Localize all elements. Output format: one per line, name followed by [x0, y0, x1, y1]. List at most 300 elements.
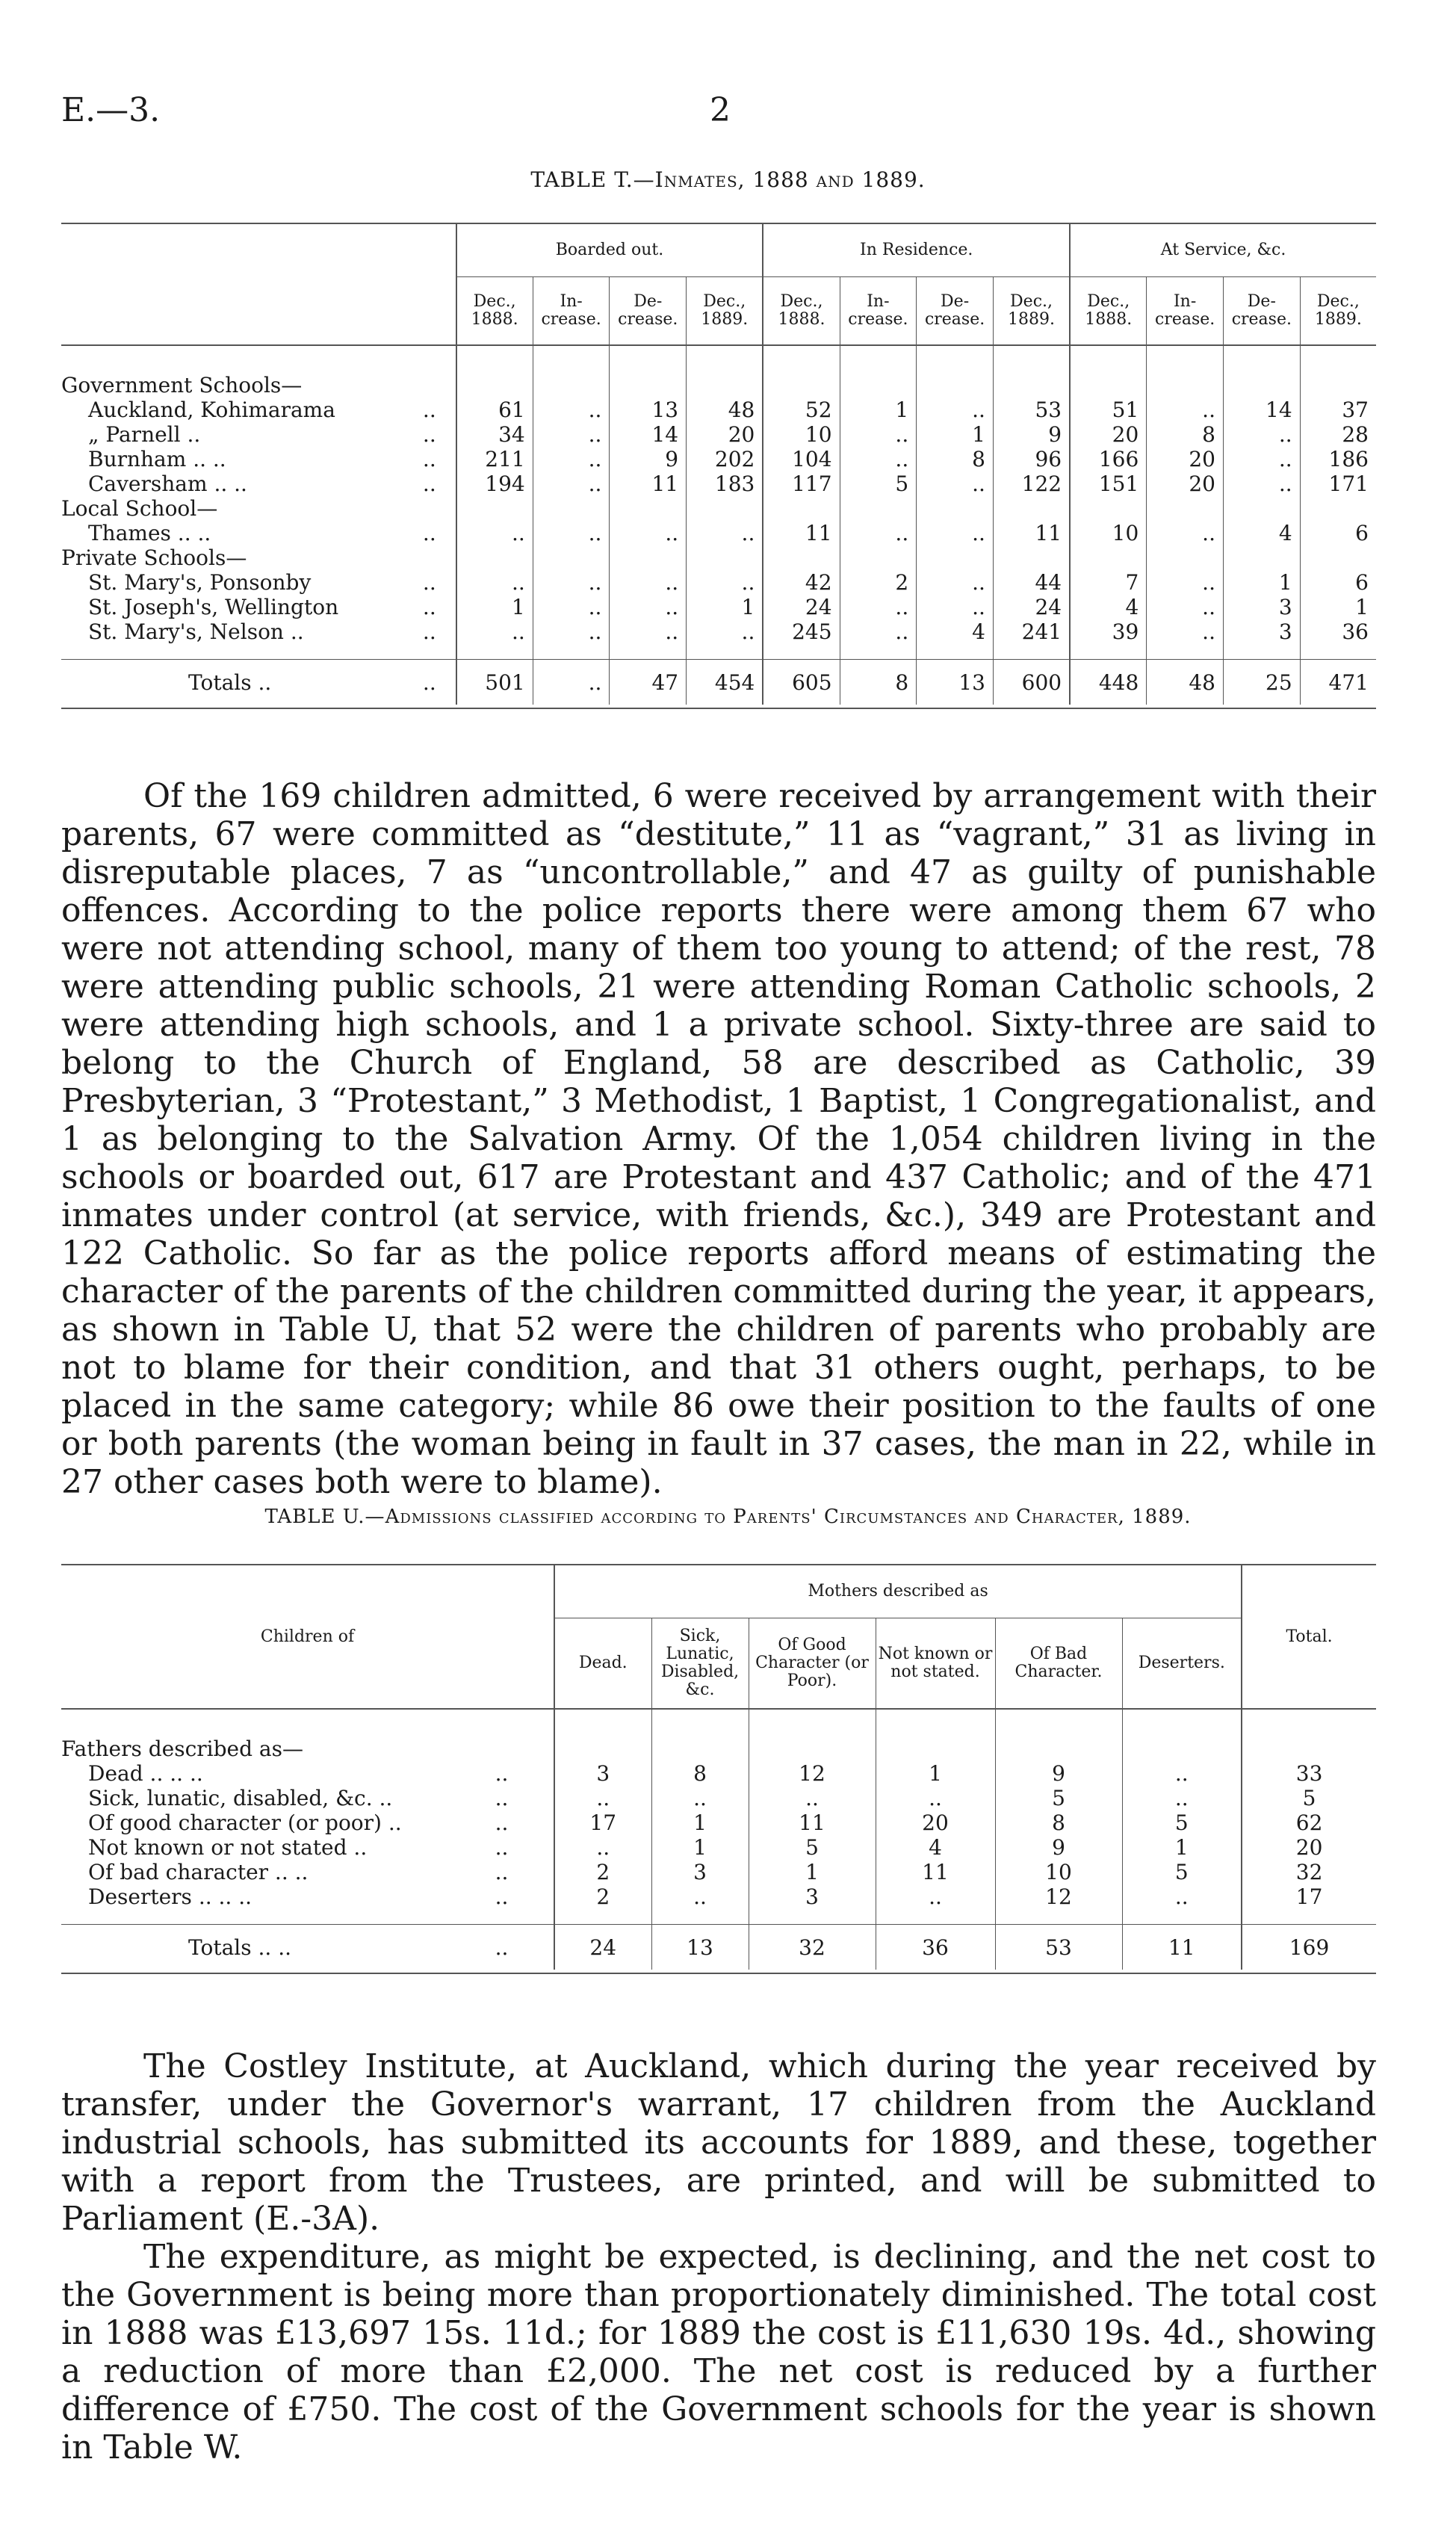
table-t-subhead: In- crease.: [840, 277, 917, 346]
table-t-spacer-cell: [687, 345, 763, 373]
table-t-row-leader: ..: [422, 422, 436, 447]
table-t-subhead: Dec., 1889.: [993, 277, 1070, 346]
table-t-cell: 605: [763, 660, 840, 705]
table-t-spacer: [61, 644, 1376, 660]
table-t-cell: ..: [533, 619, 610, 644]
table-u-row-label-text: Of good character (or poor) ..: [88, 1810, 402, 1835]
table-t-cell: 6: [1300, 521, 1376, 545]
table-t-cell: 4: [1070, 595, 1147, 619]
table-t-cell: ..: [917, 398, 994, 422]
table-t-cell: ..: [840, 595, 917, 619]
table-u-row-label: [61, 1786, 450, 1810]
table-t-cell: 24: [993, 595, 1070, 619]
table-t-spacer-cell: [840, 345, 917, 373]
table-t-cell: ..: [533, 398, 610, 422]
table-u-row-label: [61, 1835, 450, 1860]
table-t-cell: 10: [1070, 521, 1147, 545]
table-u-cell: ..: [876, 1884, 995, 1909]
table-t-subhead: De- crease.: [610, 277, 687, 346]
table-t-row-leader: ..: [422, 398, 436, 422]
table-t-cell: 13: [917, 660, 994, 705]
table-t-cell: ..: [687, 619, 763, 644]
table-t-spacer-cell: [403, 644, 456, 660]
table-t-cell: 6: [1300, 570, 1376, 595]
table-t-caption-title: Inmates, 1888 and 1889.: [654, 167, 926, 192]
table-t-row-label-text: „ Parnell ..: [88, 422, 201, 447]
table-t-cell: 37: [1300, 398, 1376, 422]
table-t-cell: 4: [917, 619, 994, 644]
table-t-cell: ..: [1147, 521, 1224, 545]
table-u-row: [61, 1736, 1376, 1761]
table-u-cell: 2: [554, 1884, 651, 1909]
table-u-cell: 20: [1242, 1835, 1376, 1860]
paragraph-text: The Costley Institute, at Auckland, which during the year received by transfer, under the Governor's warrant, 17 children from the Auckland industrial schools, has submitted its accounts for 1889, and these, together with a report from the Trustees, are printed, and will be submitted to Parliament (E.-3A).: [61, 2047, 1376, 2238]
table-t-totals-row: [61, 660, 1376, 705]
table-t-cell: ..: [533, 595, 610, 619]
table-t-cell: 1: [687, 595, 763, 619]
table-u-total-head: Total.: [1242, 1565, 1376, 1709]
table-u-row-leader: ..: [495, 1810, 509, 1835]
table-u-spacer-cell: [995, 1909, 1122, 1925]
table-t-row-leader: ..: [422, 471, 436, 496]
table-u-row-label: [61, 1810, 450, 1835]
table-t-cell: 8: [917, 447, 994, 471]
table-t-bottom-rule: [61, 708, 1376, 709]
table-t-row: [61, 471, 1376, 496]
table-t-cell: [840, 545, 917, 570]
table-u-spacer-cell: [651, 1709, 749, 1736]
table-t-cell: 96: [993, 447, 1070, 471]
table-t-cell: [763, 496, 840, 521]
table-t-cell: ..: [533, 570, 610, 595]
table-t-spacer-cell: [1147, 345, 1224, 373]
table-t-row-label: [61, 398, 403, 422]
table-u-row-leader: ..: [450, 1925, 554, 1970]
table-t-cell: 48: [1147, 660, 1224, 705]
table-t-row-label-text: Thames .. ..: [88, 521, 211, 545]
table-u: [61, 1565, 1376, 1970]
table-t-spacer-cell: [61, 345, 403, 373]
table-t-spacer-cell: [840, 644, 917, 660]
table-u-cell: ..: [749, 1786, 876, 1810]
paragraph-costley: [61, 2047, 1376, 2466]
table-u-row: [61, 1761, 1376, 1786]
table-t-cell: 3: [1223, 595, 1300, 619]
table-t-cell: 34: [456, 422, 533, 447]
table-t-cell: 5: [840, 471, 917, 496]
table-u-rowhead: Children of: [61, 1565, 554, 1709]
table-t-cell: 241: [993, 619, 1070, 644]
table-t-cell: 11: [993, 521, 1070, 545]
table-u-cell: ..: [554, 1786, 651, 1810]
table-u-group-mothers: Mothers described as: [554, 1565, 1242, 1618]
table-t-subhead: De- crease.: [1223, 277, 1300, 346]
table-t-subhead: De- crease.: [917, 277, 994, 346]
table-t-cell: 48: [687, 398, 763, 422]
table-t-cell: 166: [1070, 447, 1147, 471]
table-u-cell: ..: [554, 1835, 651, 1860]
table-u-row-leader: ..: [495, 1860, 509, 1884]
table-t-cell: [993, 496, 1070, 521]
table-u-cell: 3: [651, 1860, 749, 1884]
table-t-subhead: Dec., 1889.: [1300, 277, 1376, 346]
table-t-cell: [763, 545, 840, 570]
table-u-spacer-cell: [61, 1909, 450, 1925]
table-t-row-leader: ..: [422, 595, 436, 619]
table-t-cell: [687, 545, 763, 570]
table-t-row-label: [61, 570, 403, 595]
table-t-cell: 117: [763, 471, 840, 496]
table-t-cell: 7: [1070, 570, 1147, 595]
table-t-cell: [1223, 496, 1300, 521]
table-t-cell: [1070, 545, 1147, 570]
table-t-cell: 1: [456, 595, 533, 619]
table-t-cell: ..: [533, 521, 610, 545]
table-t-cell: ..: [917, 570, 994, 595]
table-u-row-label-text: Not known or not stated ..: [88, 1835, 368, 1860]
table-t-cell: 20: [1147, 447, 1224, 471]
table-t-group-service: At Service, &c.: [1070, 224, 1376, 277]
table-t-cell: [533, 373, 610, 398]
table-t-cell: 42: [763, 570, 840, 595]
table-t-cell: 471: [1300, 660, 1376, 705]
table-t-cell: [1070, 496, 1147, 521]
table-t-row-label: [61, 660, 403, 705]
table-u-cell: [749, 1736, 876, 1761]
table-t-row-leader: ..: [422, 447, 436, 471]
table-t-row: [61, 545, 1376, 570]
table-t-spacer-cell: [1300, 345, 1376, 373]
table-u-cell: 24: [554, 1925, 651, 1970]
table-u-spacer-cell: [61, 1709, 450, 1736]
table-u-cell: 12: [995, 1884, 1122, 1909]
table-u-caption-title: Admissions classified according to Parents' Circumstances and Character, 1889.: [385, 1506, 1192, 1528]
table-t-corner: [61, 224, 456, 345]
table-t-cell: ..: [1223, 447, 1300, 471]
table-u-caption-prefix: TABLE U.—: [264, 1506, 385, 1528]
table-t-cell: ..: [456, 619, 533, 644]
table-t-cell: ..: [687, 570, 763, 595]
paragraph-admissions: [61, 777, 1376, 1501]
table-t-spacer-cell: [1070, 644, 1147, 660]
table-t-cell: [1070, 373, 1147, 398]
table-t-group-residence: In Residence.: [763, 224, 1070, 277]
table-t-row-label: [61, 545, 403, 570]
table-u-cell: 8: [651, 1761, 749, 1786]
table-u-row-label: [61, 1925, 450, 1970]
table-u-cell: ..: [1122, 1786, 1242, 1810]
table-t-row-leader: [403, 496, 456, 521]
table-t-cell: [687, 373, 763, 398]
table-t-row: [61, 619, 1376, 644]
table-u-body: [61, 1709, 1376, 1970]
table-t-cell: [1147, 496, 1224, 521]
table-t-row-leader: ..: [422, 570, 436, 595]
table-u-cell: 5: [1122, 1860, 1242, 1884]
table-t-row-label-text: Totals ..: [188, 669, 272, 695]
table-t-cell: 104: [763, 447, 840, 471]
table-u-row-leader: ..: [495, 1884, 509, 1909]
table-t-row-label: [61, 521, 403, 545]
table-t-row-label: [61, 496, 403, 521]
table-t-spacer-cell: [61, 644, 403, 660]
table-u-cell: [1242, 1736, 1376, 1761]
table-u-cell: ..: [651, 1786, 749, 1810]
table-t-group-boarded: Boarded out.: [456, 224, 763, 277]
table-t-cell: [763, 373, 840, 398]
table-u-cell: 169: [1242, 1925, 1376, 1970]
table-t-spacer-cell: [1147, 644, 1224, 660]
table-t-row-label: [61, 471, 403, 496]
table-t-cell: ..: [1223, 422, 1300, 447]
table-t-cell: ..: [917, 595, 994, 619]
table-t-row: [61, 373, 1376, 398]
table-u-cell: 20: [876, 1810, 995, 1835]
table-t-cell: 61: [456, 398, 533, 422]
table-t-cell: [456, 373, 533, 398]
table-t-spacer-cell: [763, 345, 840, 373]
table-u-spacer-cell: [450, 1709, 554, 1736]
table-u-row: [61, 1860, 1376, 1884]
table-u-spacer: [61, 1909, 1376, 1925]
table-t-cell: 211: [456, 447, 533, 471]
table-u-cell: 1: [651, 1835, 749, 1860]
table-u-cell: 17: [554, 1810, 651, 1835]
table-t-cell: [456, 496, 533, 521]
table-u-cell: 32: [749, 1925, 876, 1970]
table-t-subhead: In- crease.: [533, 277, 610, 346]
table-t-cell: ..: [917, 471, 994, 496]
table-t-cell: [1300, 545, 1376, 570]
table-t-row-label: [61, 595, 403, 619]
table-t-cell: 47: [610, 660, 687, 705]
table-t-cell: [917, 496, 994, 521]
table-t-cell: ..: [687, 521, 763, 545]
table-t-cell: ..: [1147, 595, 1224, 619]
table-t-cell: 202: [687, 447, 763, 471]
table-t-subhead: Dec., 1888.: [763, 277, 840, 346]
table-t-cell: [917, 373, 994, 398]
table-t-cell: 11: [763, 521, 840, 545]
table-t-row-label-text: Caversham .. ..: [88, 471, 247, 496]
table-u-cell: 5: [1122, 1810, 1242, 1835]
table-t-cell: 8: [840, 660, 917, 705]
table-t-spacer-cell: [993, 345, 1070, 373]
table-t-cell: 501: [456, 660, 533, 705]
table-t-subhead: In- crease.: [1147, 277, 1224, 346]
table-u-cell: [554, 1736, 651, 1761]
table-t-cell: [917, 545, 994, 570]
table-t-cell: 3: [1223, 619, 1300, 644]
table-u-cell: 11: [876, 1860, 995, 1884]
table-t-cell: ..: [456, 521, 533, 545]
table-t-cell: 36: [1300, 619, 1376, 644]
table-t-cell: 13: [610, 398, 687, 422]
table-u-cell: 1: [1122, 1835, 1242, 1860]
paragraph-text: The expenditure, as might be expected, is declining, and the net cost to the Government is being more than proportionately diminished. The total cost in 1888 was £13,697 15s. 11d.; for 1889 the cost is £11,630 19s. 4d., showing a reduction of more than £2,000. The net cost is reduced by a further difference of £750. The cost of the Government schools for the year is shown in Table W.: [61, 2238, 1376, 2466]
table-t-spacer-cell: [993, 644, 1070, 660]
table-t-cell: 1: [1223, 570, 1300, 595]
table-u-spacer-cell: [1122, 1709, 1242, 1736]
table-t-spacer-cell: [687, 644, 763, 660]
table-u-cell: 11: [749, 1810, 876, 1835]
table-t-spacer-cell: [456, 644, 533, 660]
table-t-cell: ..: [840, 619, 917, 644]
table-u-cell: 11: [1122, 1925, 1242, 1970]
table-t-row: [61, 521, 1376, 545]
table-u-row-label-text: Of bad character .. ..: [88, 1860, 309, 1884]
table-u-bottom-rule: [61, 1973, 1376, 1974]
table-u-spacer-cell: [876, 1709, 995, 1736]
table-u-spacer-cell: [995, 1709, 1122, 1736]
document-code: E.—3.: [61, 91, 161, 129]
table-u-spacer-cell: [554, 1709, 651, 1736]
table-t-cell: 53: [993, 398, 1070, 422]
table-t-cell: [1223, 373, 1300, 398]
table-t-row-label-text: Local School—: [61, 496, 218, 521]
table-t-cell: [610, 496, 687, 521]
table-u-cell: 53: [995, 1925, 1122, 1970]
table-u-subhead: Not known or not stated.: [876, 1618, 995, 1710]
table-t-row: [61, 496, 1376, 521]
table-u-cell: 62: [1242, 1810, 1376, 1835]
table-u-row-label-text: Dead .. .. ..: [88, 1761, 203, 1786]
table-t-spacer-cell: [1223, 345, 1300, 373]
table-t-row-label-text: Auckland, Kohimarama: [88, 398, 335, 422]
table-u-cell: ..: [651, 1884, 749, 1909]
table-t-cell: [993, 373, 1070, 398]
table-t-cell: ..: [1147, 619, 1224, 644]
table-t-row-leader: [403, 373, 456, 398]
table-t-row-label: [61, 422, 403, 447]
table-t-caption-prefix: TABLE T.—: [530, 167, 655, 192]
table-u-spacer-cell: [1242, 1709, 1376, 1736]
table-u-cell: 1: [876, 1761, 995, 1786]
table-u-row-label-text: Sick, lunatic, disabled, &c. ..: [88, 1786, 393, 1810]
table-t-spacer-cell: [533, 345, 610, 373]
table-t-cell: 24: [763, 595, 840, 619]
table-t-row-label: [61, 619, 403, 644]
table-u-cell: 5: [1242, 1786, 1376, 1810]
table-t-spacer-cell: [1300, 644, 1376, 660]
table-t-row-label-text: Burnham .. ..: [88, 447, 226, 471]
table-t-cell: [993, 545, 1070, 570]
table-u-cell: 4: [876, 1835, 995, 1860]
table-u-cell: [876, 1736, 995, 1761]
table-t-cell: ..: [917, 521, 994, 545]
table-u-spacer: [61, 1709, 1376, 1736]
table-t-cell: [840, 373, 917, 398]
table-t-row-leader: ..: [422, 521, 436, 545]
table-t-row: [61, 570, 1376, 595]
table-u-cell: 5: [995, 1786, 1122, 1810]
table-t-cell: ..: [1223, 471, 1300, 496]
table-t-row: [61, 398, 1376, 422]
table-t-cell: ..: [533, 660, 610, 705]
table-t-cell: [1223, 545, 1300, 570]
paragraph-text: Of the 169 children admitted, 6 were received by arrangement with their parents, 67 were committed as “destitute,” 11 as “vagrant,” 31 as living in disreputable places, 7 as “uncontrollable,” and 47 as guilty of punishable offences. According to the police reports there were among them 67 who were not attending school, many of them too young to attend; of the rest, 78 were attending public schools, 21 were attending Roman Catholic schools, 2 were attending high schools, and 1 a private school. Sixty-three are said to belong to the Church of England, 58 are described as Catholic, 39 Presbyterian, 3 “Protestant,” 3 Methodist, 1 Baptist, 1 Congregationalist, and 1 as belonging to the Salvation Army. Of the 1,054 children living in the schools or boarded out, 617 are Protestant and 437 Catholic; and of the 471 inmates under control (at service, with friends, &c.), 349 are Protestant and 122 Catholic. So far as the police reports afford means of estimating the character of the parents of the children committed during the year, it appears, as shown in Table U, that 52 were the children of parents who probably are not to blame for their condition, and that 31 others ought, perhaps, to be placed in the same category; while 86 owe their position to the faults of one or both parents (the woman being in fault in 37 cases, the man in 22, while in 27 other cases both were to blame).: [61, 777, 1376, 1501]
table-t-cell: 52: [763, 398, 840, 422]
table-u-subhead: Of Bad Character.: [995, 1618, 1122, 1710]
table-t-cell: [1300, 373, 1376, 398]
table-t-cell: ..: [610, 521, 687, 545]
table-t-cell: 51: [1070, 398, 1147, 422]
table-u-cell: 8: [995, 1810, 1122, 1835]
table-u-cell: 1: [749, 1860, 876, 1884]
table-u-subhead: Of Good Character (or Poor).: [749, 1618, 876, 1710]
table-t-row-label-text: St. Mary's, Ponsonby: [88, 570, 312, 595]
table-t-cell: [533, 545, 610, 570]
table-u-cell: 12: [749, 1761, 876, 1786]
table-t-spacer-cell: [763, 644, 840, 660]
table-t-row-label: [61, 447, 403, 471]
table-u-cell: 3: [749, 1884, 876, 1909]
table-t-cell: 245: [763, 619, 840, 644]
table-t-cell: 183: [687, 471, 763, 496]
table-t-cell: 2: [840, 570, 917, 595]
table-u-row-leader: ..: [495, 1761, 509, 1786]
table-u-cell: [1122, 1736, 1242, 1761]
table-t-subhead: Dec., 1889.: [687, 277, 763, 346]
table-t-cell: 1: [840, 398, 917, 422]
table-u-row-leader: [450, 1736, 554, 1761]
table-t-cell: 1: [1300, 595, 1376, 619]
table-t-cell: [687, 496, 763, 521]
table-t-cell: [1300, 496, 1376, 521]
table-t-spacer-cell: [917, 345, 994, 373]
table-u-subhead: Dead.: [554, 1618, 651, 1710]
table-u-cell: 33: [1242, 1761, 1376, 1786]
table-t-subhead: Dec., 1888.: [1070, 277, 1147, 346]
table-u-totals-row: [61, 1925, 1376, 1970]
table-t-cell: [456, 545, 533, 570]
table-u-row-label: [61, 1736, 450, 1761]
table-t-cell: [533, 496, 610, 521]
table-t-row-label-text: St. Mary's, Nelson ..: [88, 619, 304, 644]
table-u-spacer-cell: [1242, 1909, 1376, 1925]
table-t-cell: 39: [1070, 619, 1147, 644]
table-u-row-label: [61, 1860, 450, 1884]
table-t-cell: 9: [993, 422, 1070, 447]
table-u-row-leader: ..: [495, 1786, 509, 1810]
table-u-cell: 1: [651, 1810, 749, 1835]
table-t-cell: 1: [917, 422, 994, 447]
table-u-spacer-cell: [876, 1909, 995, 1925]
table-u-cell: ..: [876, 1786, 995, 1810]
table-t-cell: [610, 373, 687, 398]
table-t-cell: 9: [610, 447, 687, 471]
table-t-cell: 122: [993, 471, 1070, 496]
table-t-cell: [610, 545, 687, 570]
table-t-cell: 186: [1300, 447, 1376, 471]
table-t-spacer: [61, 345, 1376, 373]
table-u-row-leader: ..: [495, 1835, 509, 1860]
table-t-cell: ..: [610, 595, 687, 619]
table-u-cell: 17: [1242, 1884, 1376, 1909]
table-u-row: [61, 1786, 1376, 1810]
table-t-cell: ..: [610, 619, 687, 644]
table-t-cell: 151: [1070, 471, 1147, 496]
table-t-cell: ..: [840, 521, 917, 545]
table-u-row-label: [61, 1884, 450, 1909]
table-t-cell: 44: [993, 570, 1070, 595]
table-t-cell: 194: [456, 471, 533, 496]
table-t-row-label: [61, 373, 403, 398]
page-number: 2: [710, 91, 731, 129]
table-t-body: [61, 345, 1376, 705]
table-t-cell: 600: [993, 660, 1070, 705]
table-t-cell: 25: [1223, 660, 1300, 705]
